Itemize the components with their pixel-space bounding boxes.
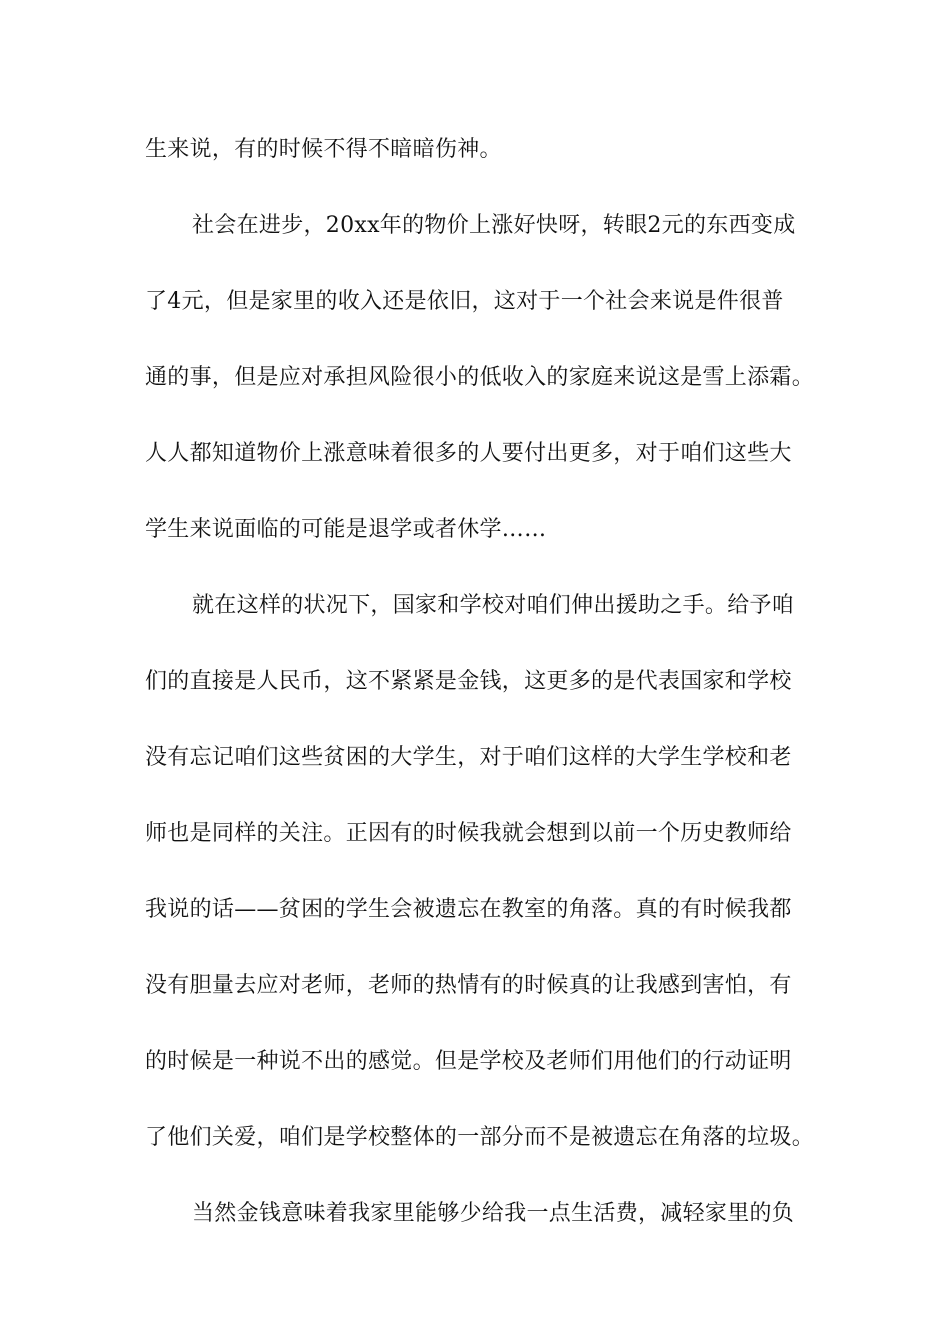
text-line: 师也是同样的关注。正因有的时候我就会想到以前一个历史教师给 — [145, 821, 792, 846]
text-line: 的时候是一种说不出的感觉。但是学校及老师们用他们的行动证明 — [145, 1049, 792, 1074]
text-line: 学生来说面临的可能是退学或者休学…… — [145, 517, 547, 542]
text-line: 了他们关爱，咱们是学校整体的一部分而不是被遗忘在角落的垃圾。 — [145, 1125, 815, 1150]
text-line: 我说的话——贫困的学生会被遗忘在教室的角落。真的有时候我都 — [145, 897, 792, 922]
text-line: 生来说，有的时候不得不暗暗伤神。 — [145, 137, 502, 162]
text-line: 们的直接是人民币，这不紧紧是金钱，这更多的是代表国家和学校 — [145, 669, 792, 694]
text-line: 了4元，但是家里的收入还是依旧，这对于一个社会来说是件很普 — [145, 289, 784, 314]
text-line: 通的事，但是应对承担风险很小的低收入的家庭来说这是雪上添霜。 — [145, 365, 815, 390]
text-line: 没有忘记咱们这些贫困的大学生，对于咱们这样的大学生学校和老 — [145, 745, 792, 770]
paragraph-start-line: 当然金钱意味着我家里能够少给我一点生活费，减轻家里的负 — [192, 1201, 795, 1226]
paragraph-start-line: 社会在进步，20xx年的物价上涨好快呀，转眼2元的东西变成 — [192, 213, 796, 238]
paragraph-start-line: 就在这样的状况下，国家和学校对咱们伸出援助之手。给予咱 — [192, 593, 795, 618]
text-line: 没有胆量去应对老师，老师的热情有的时候真的让我感到害怕，有 — [145, 973, 792, 998]
text-line: 人人都知道物价上涨意味着很多的人要付出更多，对于咱们这些大 — [145, 441, 792, 466]
